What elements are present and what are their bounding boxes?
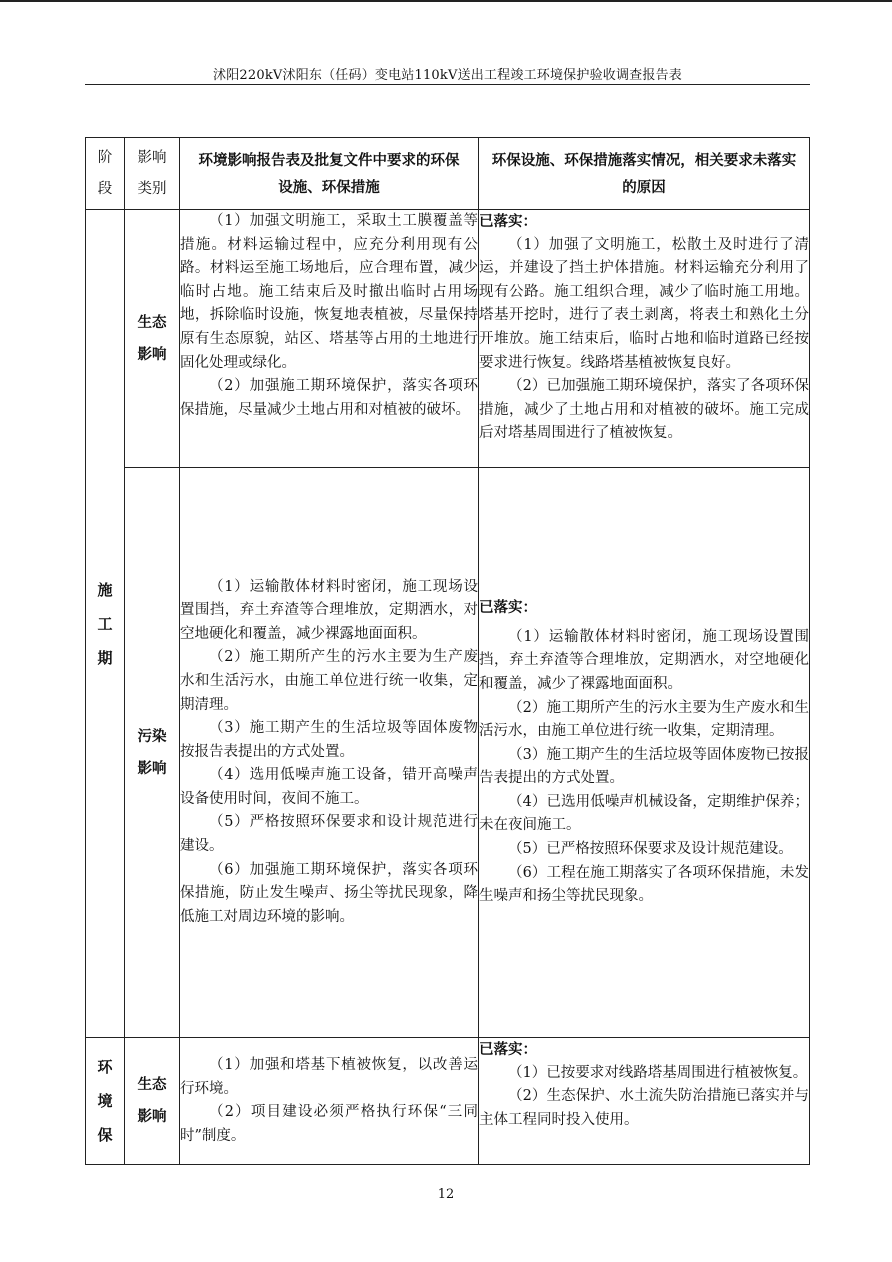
header-implementation	[479, 138, 810, 210]
implementation-cell	[479, 1038, 810, 1165]
implementation-item: （1）加强了文明施工，松散土及时进行了清运，并建设了挡土护体措施。材料运输充分利用了现有公路。施工组织合理，减少了临时施工用地。塔基开挖时，进行了表土剥离，将表土和熟化土分开堆放。施工结束后，临时占地和临时道路已经按要求进行恢复。线路塔基植被恢复良好。	[479, 236, 809, 371]
requirement-item: （1）加强和塔基下植被恢复，以改善运行环境。	[180, 1057, 478, 1097]
stage-cell-operation	[86, 1038, 125, 1165]
category-cell	[125, 1038, 180, 1165]
header-rule	[85, 84, 810, 85]
requirement-item: （2）施工期所产生的污水主要为生产废水和生活污水，由施工单位进行统一收集，定期清理。	[180, 649, 478, 713]
requirements-cell	[180, 1038, 479, 1165]
category-cell	[125, 210, 180, 468]
header-requirements-label: 环境影响报告表及批复文件中要求的环保设施、环保措施	[198, 151, 460, 196]
category-label: 生态影响	[137, 1076, 167, 1125]
page-number: 12	[437, 1187, 455, 1202]
top-border-rule	[0, 0, 892, 2]
status-label: 已落实：	[479, 599, 537, 617]
requirements-cell	[180, 210, 479, 468]
header-stage	[86, 138, 125, 210]
requirement-item: （2）加强施工期环境保护，落实各项环保措施，尽量减少土地占用和对植被的破坏。	[180, 378, 478, 418]
header-requirements	[180, 138, 479, 210]
table-header-row	[86, 138, 810, 210]
status-label: 已落实：	[479, 213, 537, 230]
implementation-item: （2）已加强施工期环境保护，落实了各项环保措施，减少了土地占用和对植被的破坏。施工完成后对塔基周围进行了植被恢复。	[479, 378, 809, 442]
requirement-item: （1）加强文明施工，采取土工膜覆盖等措施。材料运输过程中，应充分利用现有公路。材料运至施工场地后，应合理布置，减少临时占地。施工结束后及时撤出临时占用场地，拆除临时设施，恢复地表植被，尽量保持原有生态原貌，站区、塔基等占用的土地进行固化处理或绿化。	[180, 213, 478, 371]
implementation-item: （1）运输散体材料时密闭，施工现场设置围挡，弃土弃渣等合理堆放，定期洒水，对空地硬化和覆盖，减少了裸露地面面积。	[479, 628, 809, 692]
header-implementation-label: 环保设施、环保措施落实情况，相关要求未落实的原因	[491, 151, 797, 196]
implementation-item: （6）工程在施工期落实了各项环保措施，未发生噪声和扬尘等扰民现象。	[479, 864, 809, 905]
requirement-item: （2）项目建设必须严格执行环保“三同时”制度。	[180, 1104, 478, 1144]
implementation-item: （2）生态保护、水土流失防治措施已落实并与主体工程同时投入使用。	[479, 1088, 809, 1128]
stage-label-operation: 环境保	[97, 1058, 113, 1144]
stage-label-construction: 施工期	[97, 580, 113, 667]
running-header: 沭阳220kV沭阳东（任码）变电站110kV送出工程竣工环境保护验收调查报告表	[213, 68, 682, 83]
requirement-item: （5）严格按照环保要求和设计规范进行建设。	[180, 814, 478, 855]
header-category	[125, 138, 180, 210]
measures-table	[85, 137, 810, 1165]
header-category-label: 影响类别	[137, 149, 167, 197]
implementation-item: （1）已按要求对线路塔基周围进行植被恢复。	[508, 1064, 808, 1081]
implementation-item: （4）已选用低噪声机械设备，定期维护保养；未在夜间施工。	[479, 793, 809, 834]
table-row	[86, 1038, 810, 1165]
table-row	[86, 468, 810, 1038]
implementation-cell	[479, 210, 810, 468]
table-row	[86, 210, 810, 468]
requirement-item: （4）选用低噪声施工设备，错开高噪声设备使用时间，夜间不施工。	[180, 767, 478, 807]
implementation-item: （3）施工期产生的生活垃圾等固体废物已按报告表提出的方式处置。	[479, 746, 809, 787]
implementation-item: （5）已严格按照环保要求及设计规范建设。	[508, 841, 793, 858]
implementation-cell	[479, 468, 810, 1038]
requirement-item: （3）施工期产生的生活垃圾等固体废物按报告表提出的方式处置。	[180, 720, 478, 760]
requirement-item: （6）加强施工期环境保护，落实各项环保措施，防止发生噪声、扬尘等扰民现象，降低施工对周边环境的影响。	[180, 861, 478, 925]
category-cell	[125, 468, 180, 1038]
status-label: 已落实：	[479, 1041, 537, 1058]
category-label: 生态影响	[137, 313, 167, 363]
requirements-cell	[180, 468, 479, 1038]
requirement-item: （1）运输散体材料时密闭，施工现场设置围挡，弃土弃渣等合理堆放，定期洒水，对空地硬化和覆盖，减少裸露地面面积。	[180, 578, 478, 642]
header-stage-label: 阶段	[97, 149, 113, 197]
stage-cell-construction	[86, 210, 125, 1038]
implementation-item: （2）施工期所产生的污水主要为生产废水和生活污水，由施工单位进行统一收集，定期清理。	[479, 699, 809, 740]
category-label: 污染影响	[137, 727, 167, 777]
